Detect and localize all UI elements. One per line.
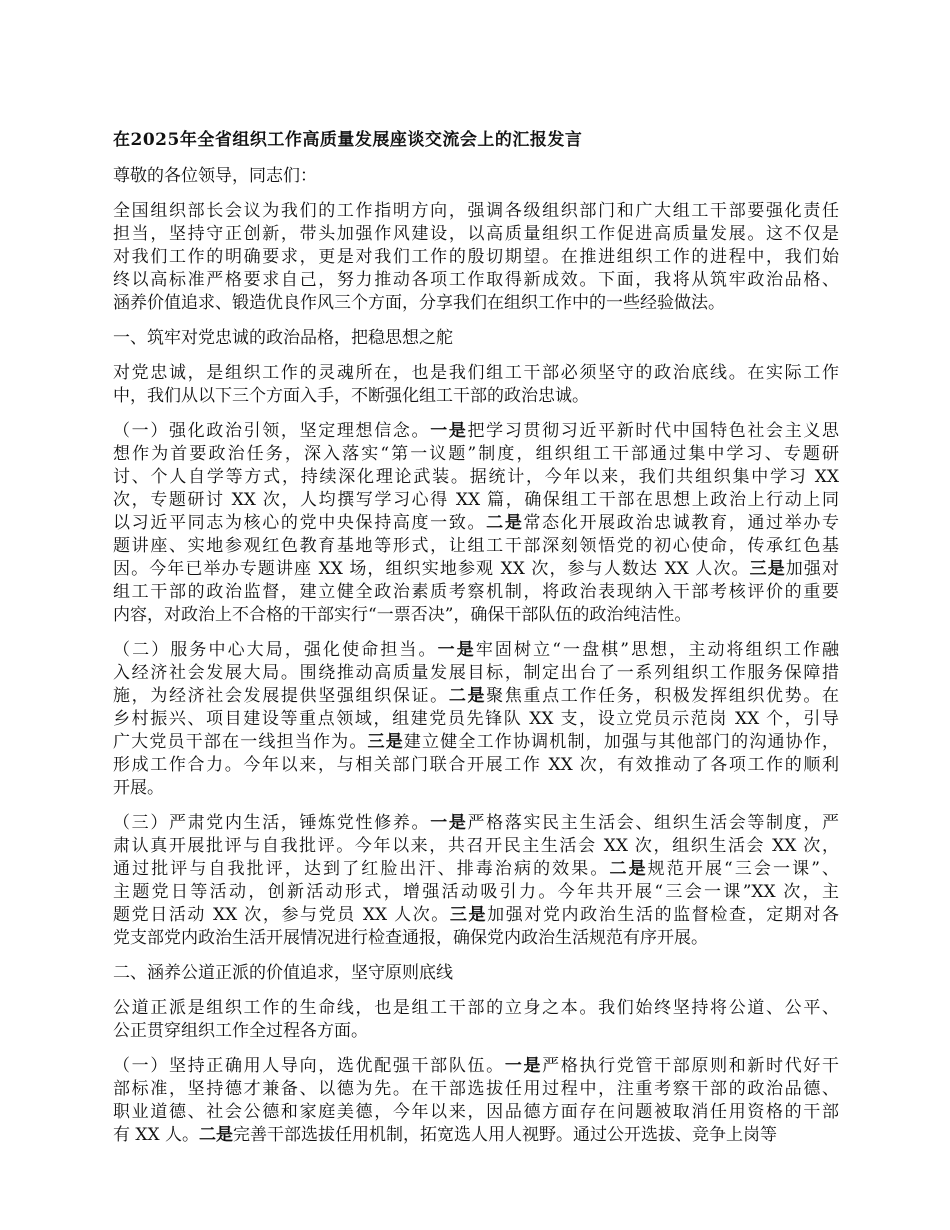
text-line [113, 962, 839, 985]
text-run: 广大党员干部在一线担当作为。 [113, 732, 368, 752]
text-run: （一）坚持正确用人导向，选优配强干部队伍。 [113, 1056, 505, 1076]
text-line [113, 639, 839, 662]
text-run: 题讲座、实地参观红色教育基地等形式，让组工干部深刻领悟党的初心使命，传承红色基 [113, 536, 839, 556]
text-run: 想作为首要政治任务，深入落实“第一议题”制度，组织组工干部通过集中学习、专题研 [113, 444, 839, 464]
text-line [113, 662, 839, 685]
paragraph [113, 200, 839, 315]
text-run: 规范开展“三会一课”、 [647, 859, 840, 879]
document-page [113, 129, 839, 1159]
text-run: 通过批评与自我批评，达到了红脸出汗、排毒治病的效果。 [113, 859, 610, 879]
text-run: 施，为经济社会发展提供坚强组织保证。 [113, 686, 449, 706]
text-run: 涵养价值追求、锻造优良作风三个方面，分享我们在组织工作中的一些经验做法。 [113, 293, 725, 313]
text-line [113, 1078, 839, 1101]
text-run: 二、涵养公道正派的价值追求，坚守原则底线 [113, 963, 453, 983]
paragraph [113, 420, 839, 627]
text-line [113, 512, 839, 535]
text-run: 担当，坚持守正创新，带头加强作风建设，以高质量组织工作促进高质量发展。这不仅是 [113, 224, 839, 244]
text-run: 牢固树立“一盘棋”思想，主动将组织工作融 [475, 640, 840, 660]
bold-text: 三是 [749, 559, 786, 579]
text-run: （二）服务中心大局，强化使命担当。 [113, 640, 438, 660]
bold-text: 二是 [448, 686, 487, 706]
text-line [113, 165, 839, 188]
text-line [113, 881, 839, 904]
text-run: 加强对 [785, 559, 839, 579]
text-run: 开展。 [113, 778, 164, 798]
text-run: 完善干部选拔任用机制，拓宽选人用人视野。通过公开选拔、竞争上岗等 [233, 1125, 778, 1145]
text-run: 讨、个人自学等方式，持续深化理论武装。据统计，今年以来，我们共组织集中学习 XX [113, 467, 839, 487]
text-run: 对党忠诚，是组织工作的灵魂所在，也是我们组工干部必须坚守的政治底线。在实际工作 [113, 363, 839, 383]
text-run: 终以高标准严格要求自己，努力推动各项工作取得新成效。下面，我将从筑牢政治品格、 [113, 270, 839, 290]
text-line [113, 1124, 839, 1147]
bold-text: 一是 [437, 640, 476, 660]
text-line [113, 223, 839, 246]
text-line [113, 466, 839, 489]
text-line [113, 927, 839, 950]
text-run: 一、筑牢对党忠诚的政治品格，把稳思想之舵 [113, 328, 453, 348]
text-line [113, 1101, 839, 1124]
text-run: 建立健全工作协调机制，加强与其他部门的沟通协作， [403, 732, 840, 752]
text-line [113, 777, 839, 800]
text-run: 尊敬的各位领导，同志们： [113, 166, 317, 186]
text-line [113, 708, 839, 731]
text-run: 部标准，坚持德才兼备、以德为先。在干部选拔任用过程中，注重考察干部的政治品德、 [113, 1079, 839, 1099]
bold-text: 一是 [430, 813, 468, 833]
text-line [113, 1055, 839, 1078]
text-line [113, 292, 839, 315]
bold-text: 三是 [367, 732, 404, 752]
bold-text: 三是 [449, 905, 488, 925]
text-line [113, 558, 839, 581]
text-run: 乡村振兴、项目建设等重点领域，组建党员先锋队 XX 支，设立党员示范岗 XX 个，引导 [113, 709, 839, 729]
text-line [113, 904, 839, 927]
paragraph [113, 812, 839, 950]
text-run: 题党日活动 XX 次，参与党员 XX 人次。 [113, 905, 450, 925]
text-run: 党支部党内政治生活开展情况进行检查通报，确保党内政治生活规范有序开展。 [113, 928, 708, 948]
text-run: 严格执行党管干部原则和新时代好干 [542, 1056, 840, 1076]
text-line [113, 489, 839, 512]
text-run: 因。今年已举办专题讲座 XX 场，组织实地参观 XX 次，参与人数达 XX 人次。 [113, 559, 750, 579]
paragraph [113, 327, 839, 350]
text-line [113, 685, 839, 708]
paragraph [113, 639, 839, 800]
text-line [113, 420, 839, 443]
text-line [113, 385, 839, 408]
bold-text: 一是 [430, 421, 468, 441]
text-line [113, 835, 839, 858]
text-run: 组工干部的政治监督，建立健全政治素质考察机制，将政治表现纳入干部考核评价的重要 [113, 582, 839, 602]
paragraph [113, 997, 839, 1043]
document-title: 在2025年全省组织工作高质量发展座谈交流会上的汇报发言 [113, 130, 583, 150]
text-run: 全国组织部长会议为我们的工作指明方向，强调各级组织部门和广大组工干部要强化责任 [113, 201, 839, 221]
paragraph [113, 362, 839, 408]
text-line [113, 200, 839, 223]
text-line [113, 997, 839, 1020]
text-line [113, 362, 839, 385]
text-line [113, 327, 839, 350]
text-run: 中，我们从以下三个方面入手，不断强化组工干部的政治忠诚。 [113, 386, 589, 406]
paragraph [113, 165, 839, 188]
text-run: 职业道德、社会公德和家庭美德，今年以来，因品德方面存在问题被取消任用资格的干部 [113, 1102, 839, 1122]
text-line [113, 731, 839, 754]
bold-text: 一是 [504, 1056, 543, 1076]
text-run: 对我们工作的明确要求，更是对我们工作的殷切期望。在推进组织工作的进程中，我们始 [113, 247, 839, 267]
paragraph [113, 1055, 839, 1147]
text-run: 主题党日等活动，创新活动形式，增强活动吸引力。今年共开展“三会一课”XX 次，主 [113, 882, 839, 902]
text-line [113, 269, 839, 292]
document-body [113, 165, 839, 1147]
text-line [113, 858, 839, 881]
text-line [113, 604, 839, 627]
text-run: 公正贯穿组织工作全过程各方面。 [113, 1021, 368, 1041]
text-run: 有 XX 人。 [113, 1125, 200, 1145]
text-run: 次，专题研讨 XX 次，人均撰写学习心得 XX 篇，确保组工干部在思想上政治上行动上同 [113, 490, 839, 510]
text-line [113, 246, 839, 269]
text-line [113, 581, 839, 604]
text-run: 以习近平同志为核心的党中央保持高度一致。 [113, 513, 487, 533]
text-line [113, 535, 839, 558]
text-run: 加强对党内政治生活的监督检查，定期对各 [487, 905, 840, 925]
text-run: （三）严肃党内生活，锤炼党性修养。 [113, 813, 431, 833]
text-run: 聚焦重点工作任务，积极发挥组织优势。在 [486, 686, 840, 706]
text-run: 肃认真开展批评与自我批评。今年以来，共召开民主生活会 XX 次，组织生活会 XX 次， [113, 836, 839, 856]
text-line [113, 443, 839, 466]
text-run: 严格落实民主生活会、组织生活会等制度，严 [467, 813, 840, 833]
text-run: 入经济社会发展大局。围绕推动高质量发展目标，制定出台了一系列组织工作服务保障措 [113, 663, 839, 683]
text-run: 形成工作合力。今年以来，与相关部门联合开展工作 XX 次，有效推动了各项工作的顺利 [113, 755, 839, 775]
text-line [113, 754, 839, 777]
bold-text: 二是 [486, 513, 524, 533]
text-run: （一）强化政治引领，坚定理想信念。 [113, 421, 431, 441]
paragraph [113, 962, 839, 985]
text-run: 常态化开展政治忠诚教育，通过举办专 [523, 513, 840, 533]
bold-text: 二是 [199, 1125, 234, 1145]
text-run: 内容，对政治上不合格的干部实行“一票否决”，确保干部队伍的政治纯洁性。 [113, 605, 692, 625]
text-run: 把学习贯彻习近平新时代中国特色社会主义思 [467, 421, 840, 441]
text-line [113, 1020, 839, 1043]
text-run: 公道正派是组织工作的生命线，也是组工干部的立身之本。我们始终坚持将公道、公平、 [113, 998, 839, 1018]
text-line [113, 812, 839, 835]
bold-text: 二是 [609, 859, 648, 879]
